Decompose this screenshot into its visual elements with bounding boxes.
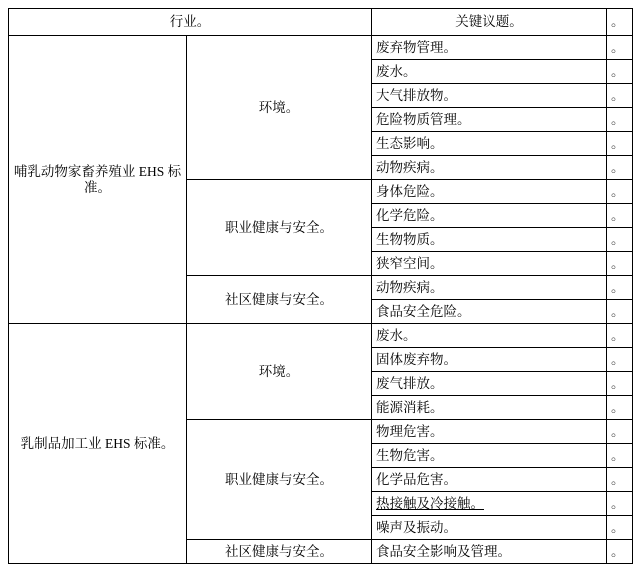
issue-cell: 狭窄空间。 (372, 252, 607, 276)
row-mark: 。 (607, 60, 633, 84)
issue-cell: 废气排放。 (372, 372, 607, 396)
category-cell: 环境。 (187, 36, 372, 180)
row-mark: 。 (607, 468, 633, 492)
row-mark: 。 (607, 444, 633, 468)
issue-cell: 热接触及冷接触。 (372, 492, 607, 516)
table-row (9, 324, 633, 348)
row-mark: 。 (607, 204, 633, 228)
table-row (9, 36, 633, 60)
row-mark: 。 (607, 324, 633, 348)
issue-cell: 生物物质。 (372, 228, 607, 252)
header-issues: 关键议题。 (372, 9, 607, 36)
row-mark: 。 (607, 228, 633, 252)
header-mark: 。 (607, 9, 633, 36)
row-mark: 。 (607, 84, 633, 108)
row-mark: 。 (607, 108, 633, 132)
issue-cell: 生物危害。 (372, 444, 607, 468)
issue-cell: 化学危险。 (372, 204, 607, 228)
industry-issues-table (8, 8, 633, 564)
industry-cell: 乳制品加工业 EHS 标准。 (9, 324, 187, 564)
row-mark: 。 (607, 420, 633, 444)
issue-cell: 化学品危害。 (372, 468, 607, 492)
issue-cell: 废弃物管理。 (372, 36, 607, 60)
category-cell: 环境。 (187, 324, 372, 420)
category-cell: 职业健康与安全。 (187, 180, 372, 276)
issue-cell: 固体废弃物。 (372, 348, 607, 372)
issue-cell: 物理危害。 (372, 420, 607, 444)
row-mark: 。 (607, 132, 633, 156)
row-mark: 。 (607, 276, 633, 300)
issue-cell: 废水。 (372, 60, 607, 84)
row-mark: 。 (607, 300, 633, 324)
issue-cell: 废水。 (372, 324, 607, 348)
issue-cell: 食品安全影响及管理。 (372, 540, 607, 564)
row-mark: 。 (607, 348, 633, 372)
issue-cell: 动物疾病。 (372, 276, 607, 300)
row-mark: 。 (607, 492, 633, 516)
row-mark: 。 (607, 372, 633, 396)
row-mark: 。 (607, 36, 633, 60)
row-mark: 。 (607, 540, 633, 564)
issue-cell: 食品安全危险。 (372, 300, 607, 324)
row-mark: 。 (607, 156, 633, 180)
issue-cell: 危险物质管理。 (372, 108, 607, 132)
issue-cell: 身体危险。 (372, 180, 607, 204)
header-industry: 行业。 (9, 9, 372, 36)
category-cell: 职业健康与安全。 (187, 420, 372, 540)
issue-cell: 大气排放物。 (372, 84, 607, 108)
row-mark: 。 (607, 252, 633, 276)
row-mark: 。 (607, 180, 633, 204)
row-mark: 。 (607, 516, 633, 540)
issue-cell: 动物疾病。 (372, 156, 607, 180)
category-cell: 社区健康与安全。 (187, 276, 372, 324)
category-cell: 社区健康与安全。 (187, 540, 372, 564)
row-mark: 。 (607, 396, 633, 420)
industry-cell: 哺乳动物家畜养殖业 EHS 标准。 (9, 36, 187, 324)
issue-cell: 生态影响。 (372, 132, 607, 156)
table-header-row (9, 9, 633, 36)
issue-cell: 噪声及振动。 (372, 516, 607, 540)
issue-cell: 能源消耗。 (372, 396, 607, 420)
